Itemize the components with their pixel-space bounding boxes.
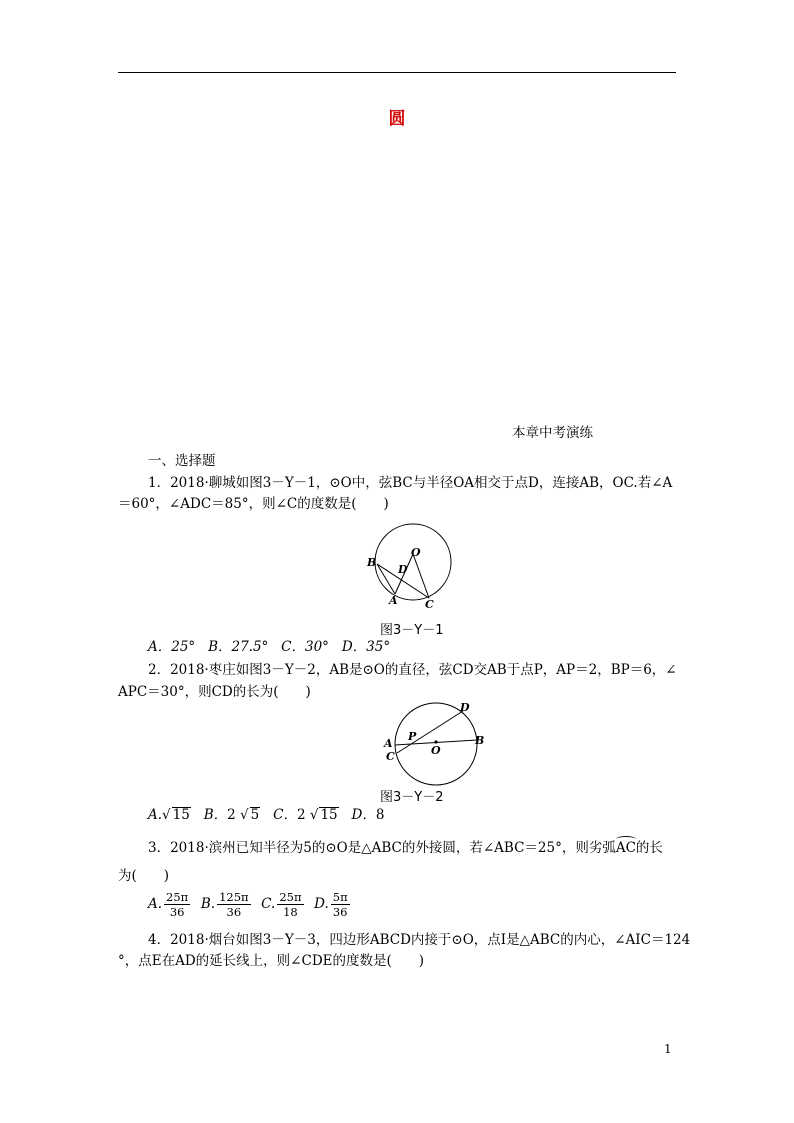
fraction-denominator: 18 (283, 905, 298, 919)
q3-option-a-fraction (164, 890, 190, 919)
q2-options (148, 806, 384, 824)
point-a-label: A (384, 737, 393, 750)
chord-cd (397, 711, 463, 753)
fraction-numerator: 25π (279, 890, 302, 904)
radical-sign: √ (240, 807, 249, 823)
q1-option-c: C．30° (281, 639, 329, 655)
q2-option-c-radicand: 15 (320, 807, 338, 823)
q3-line1-text: 3．2018·滨州已知半径为5的⊙O是△ABC的外接圆，若∠ABC＝25°，则劣弧 (148, 840, 616, 856)
q2-option-d-letter: D． (351, 807, 376, 823)
point-o-label: O (411, 546, 421, 559)
q2-option-d-value: 8 (375, 807, 385, 823)
q3-option-b-letter: B. (200, 896, 216, 912)
q2-option-b-radicand: 5 (250, 807, 260, 823)
radical-sign: √ (162, 807, 171, 823)
figure-3-y-1 (365, 518, 465, 614)
q3-option-c-letter: C. (261, 896, 276, 912)
fraction-denominator: 36 (332, 905, 348, 919)
fraction-numerator: 125π (219, 890, 249, 904)
q3-line1-tail: 的长 (635, 840, 663, 856)
fraction-numerator: 5π (332, 890, 348, 904)
q1-line1: 1．2018·聊城如图3－Y－1，⊙O中，弦BC与半径OA相交于点D，连接AB，OC.若∠A (148, 475, 673, 491)
point-b-label: B (475, 734, 485, 747)
page-number: 1 (664, 1042, 672, 1056)
q3-options (148, 889, 352, 919)
point-d-label: D (398, 563, 408, 576)
q3-line2: 为( ) (118, 868, 170, 884)
q3-line1 (148, 839, 663, 857)
q2-option-c-letter: C． (273, 807, 297, 823)
part-heading: 一、选择题 (148, 453, 216, 469)
q1-option-d: D．35° (341, 639, 391, 655)
q3-option-c-fraction (277, 890, 303, 919)
point-c-label: C (425, 598, 434, 611)
q1-options (148, 638, 390, 656)
q3-option-d-letter: D. (314, 896, 329, 912)
point-d-label: D (460, 701, 470, 714)
header-rule (118, 72, 676, 73)
point-o-label: O (431, 744, 441, 757)
q2-option-b-coef: 2 (227, 807, 236, 823)
radical-sign: √ (309, 807, 319, 823)
circle-o (375, 524, 451, 600)
q3-option-a-letter: A. (148, 896, 163, 912)
q1-line2: ＝60°，∠ADC＝85°，则∠C的度数是( ) (118, 496, 389, 512)
q4-line2: °，点E在AD的延长线上，则∠CDE的度数是( ) (118, 953, 425, 969)
q2-line1: 2．2018·枣庄如图3－Y－2，AB是⊙O的直径，弦CD交AB于点P，AP＝2，BP＝6，∠ (148, 662, 677, 678)
section-heading: 本章中考演练 (512, 425, 593, 441)
point-b-label: B (367, 556, 377, 569)
figure-3-y-2 (380, 700, 490, 788)
radius-oc (413, 554, 429, 598)
point-p-label: P (408, 730, 417, 743)
q4-line1: 4．2018·烟台如图3－Y－3，四边形ABCD内接于⊙O，点I是△ABC的内心，∠AIC＝124 (148, 932, 691, 948)
segment-ab (377, 564, 395, 594)
q2-option-a-letter: A. (148, 807, 163, 823)
q2-option-c-coef: 2 (296, 807, 306, 823)
page-title: 圆 (388, 109, 406, 129)
point-a-label: A (389, 594, 398, 607)
q3-option-b-fraction (217, 890, 251, 919)
fraction-denominator: 36 (169, 905, 185, 919)
figure-3-y-2-caption: 图3－Y－2 (380, 790, 444, 805)
fraction-numerator: 25π (166, 890, 189, 904)
q2-option-b-letter: B． (203, 807, 228, 823)
point-c-label: C (386, 750, 395, 763)
q2-line2: APC＝30°，则CD的长为( ) (118, 684, 311, 700)
q1-option-a: A．25° (148, 639, 196, 655)
q1-option-b: B．27.5° (208, 639, 269, 655)
fraction-denominator: 36 (226, 905, 242, 919)
q3-arc-label: AC (615, 840, 636, 856)
figure-3-y-1-caption: 图3－Y－1 (380, 623, 444, 638)
q2-option-a-radicand: 15 (172, 807, 190, 823)
q3-option-d-fraction (331, 890, 350, 919)
